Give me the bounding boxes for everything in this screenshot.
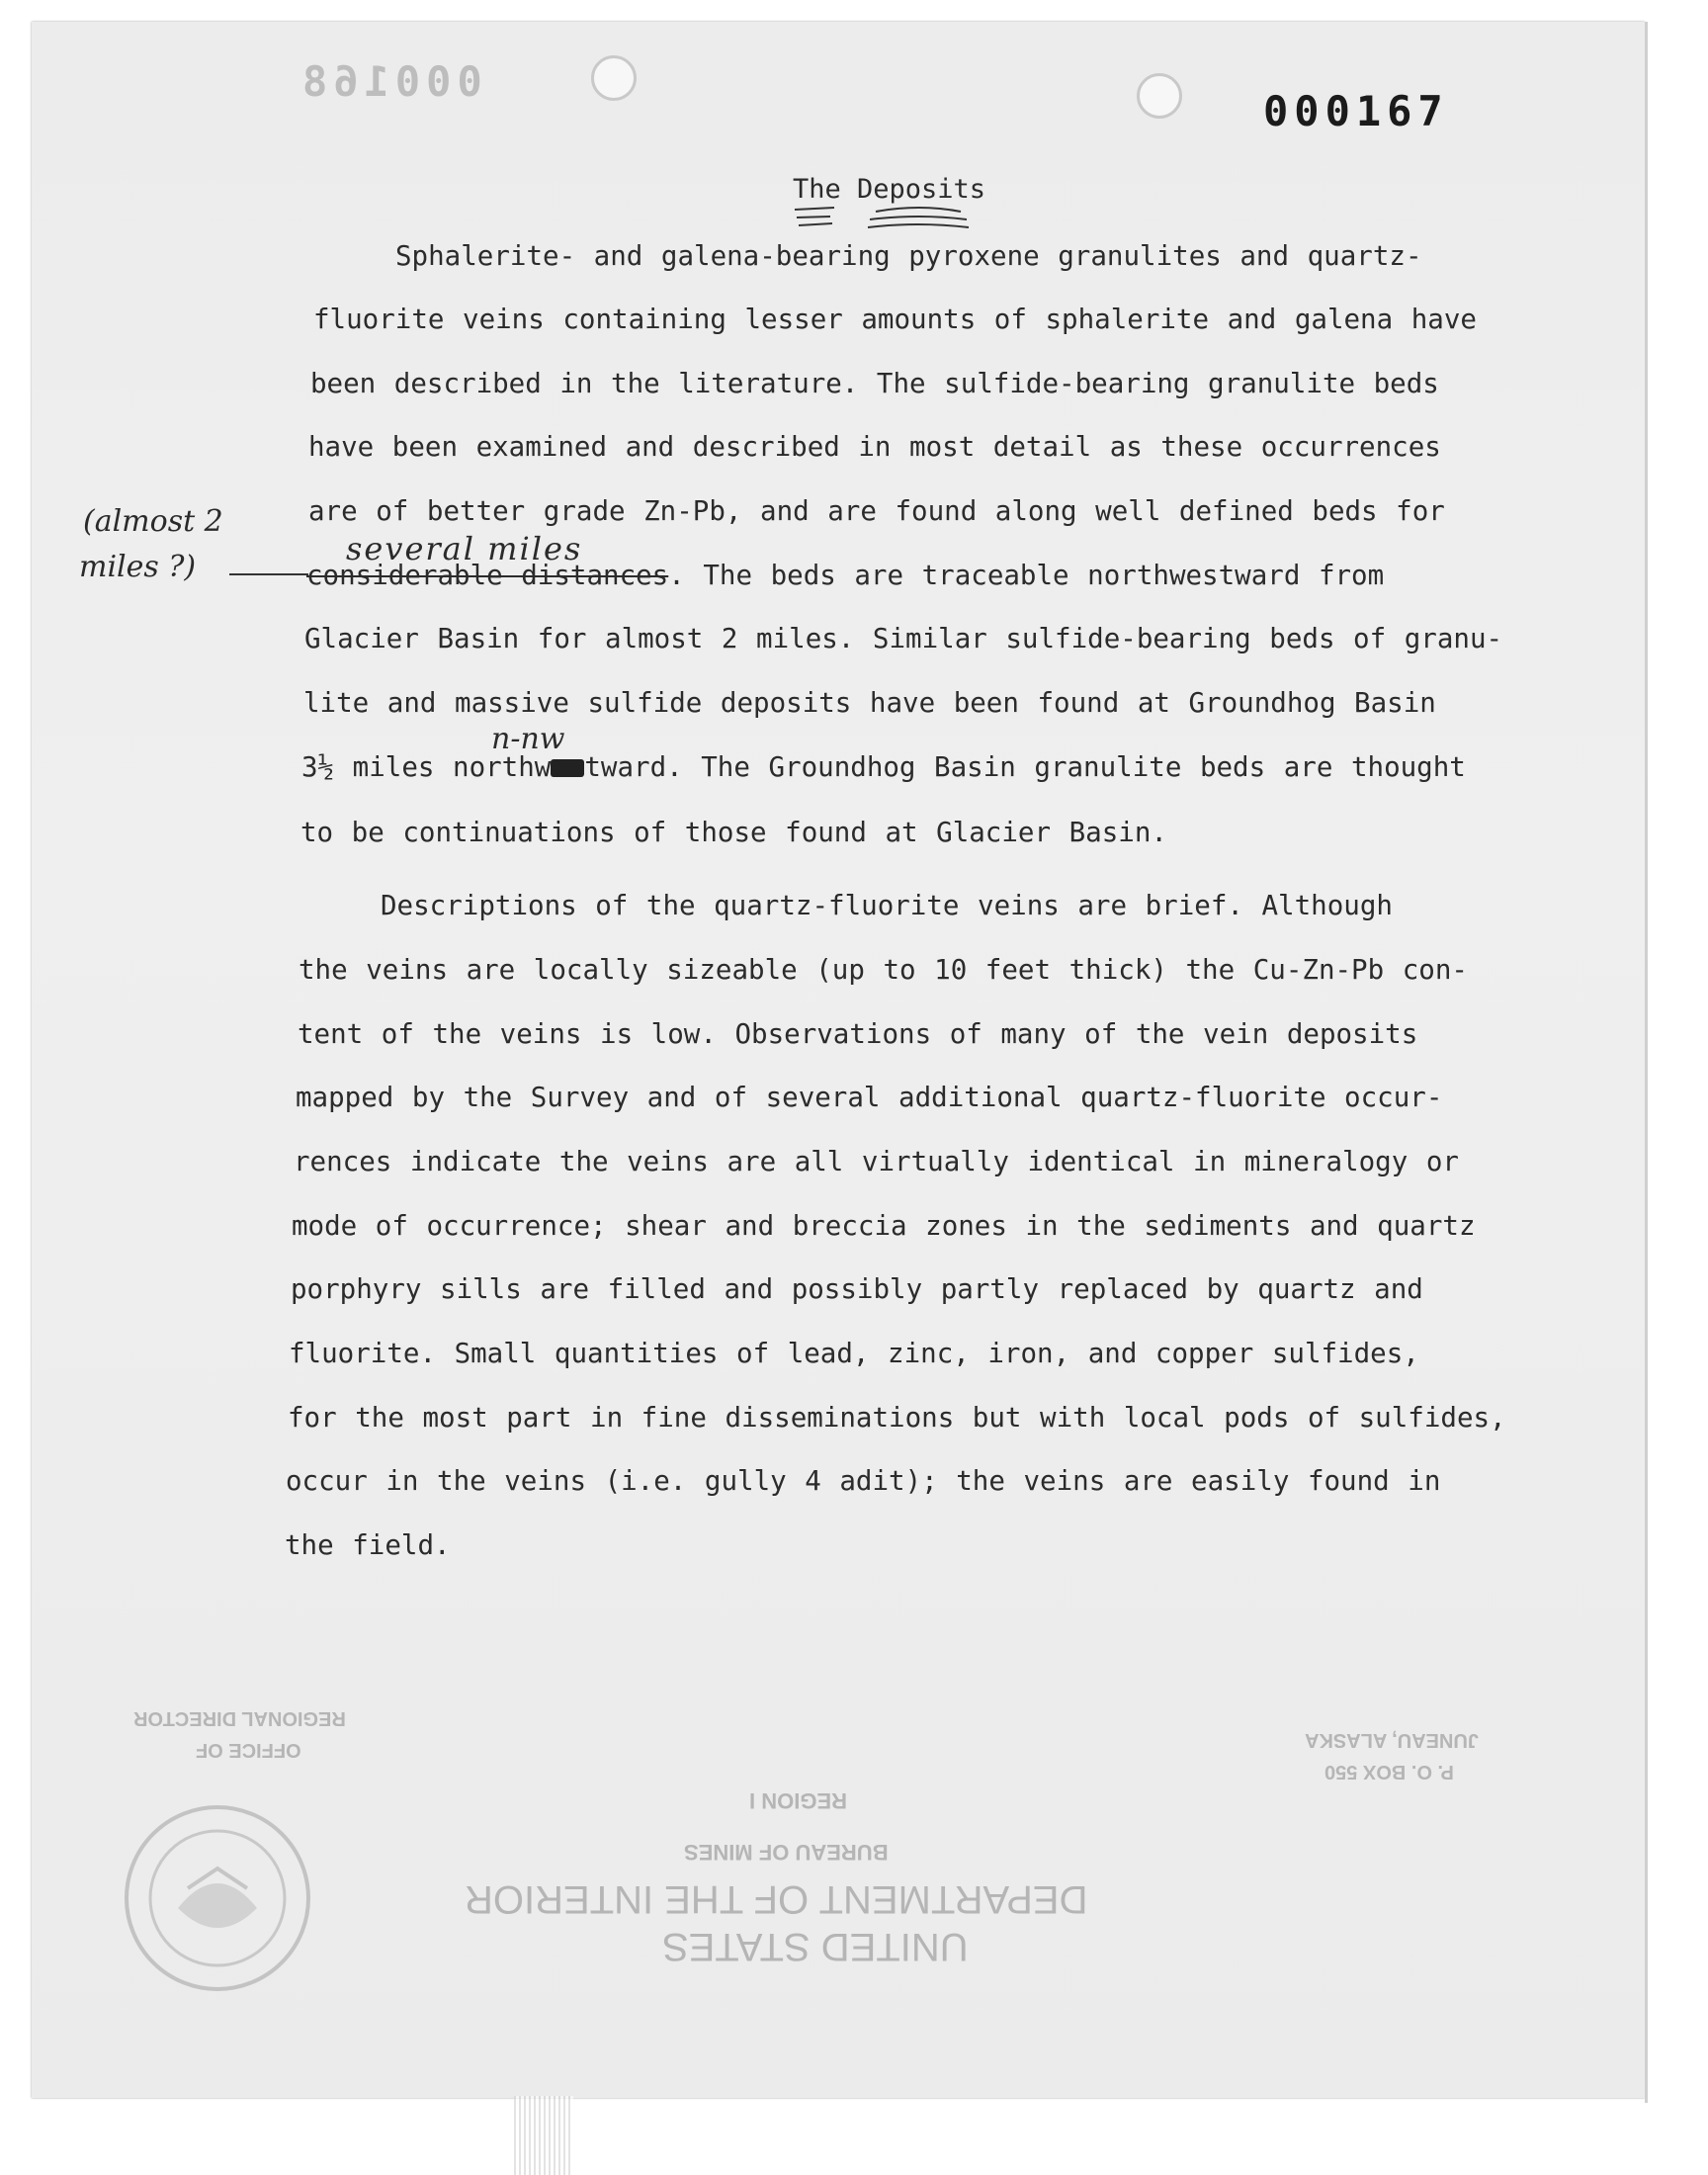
text-line: the field. — [285, 1529, 451, 1561]
handwritten-underline-marks — [791, 206, 998, 235]
text-line-continuation: . The beds are traceable northwestward from — [668, 560, 1385, 591]
ghost-letterhead-address: JUNEAU, ALASKA — [1305, 1729, 1479, 1751]
text-line: to be continuations of those found at Glacier Basin. — [300, 817, 1167, 848]
margin-note: miles ?) — [79, 550, 197, 584]
text-line: Glacier Basin for almost 2 miles. Similar sulfide-bearing beds of granu- — [304, 623, 1503, 654]
ghost-seal — [119, 1799, 316, 1997]
ghost-letterhead-department: DEPARTMENT OF THE INTERIOR — [465, 1877, 1088, 1921]
text-line: Sphalerite- and galena-bearing pyroxene granulites and quartz- — [395, 240, 1422, 272]
text-line: been described in the literature. The sulfide-bearing granulite beds — [310, 368, 1439, 399]
ghost-letterhead-region: REGION I — [749, 1788, 848, 1813]
page-number-stamp: 000167 — [1263, 87, 1449, 135]
handwritten-direction-edit: n-nw — [491, 722, 565, 756]
margin-note: (almost 2 — [83, 504, 223, 539]
text-line: mapped by the Survey and of several additional quartz-fluorite occur- — [296, 1082, 1443, 1113]
ghost-letterhead-country: UNITED STATES — [662, 1925, 969, 1968]
text-line-continuation: tward. The Groundhog Basin granulite beds are thought — [584, 751, 1466, 783]
ghost-page-number: 000168 — [297, 57, 482, 106]
scanner-strip — [514, 2096, 573, 2175]
page-title: The Deposits — [793, 174, 986, 205]
text-line: tent of the veins is low. Observations of many of the vein deposits — [298, 1018, 1418, 1050]
text-line: are of better grade Zn-Pb, and are found along well defined beds for — [308, 495, 1445, 527]
margin-arrow-line — [229, 571, 308, 577]
text-line: Descriptions of the quartz-fluorite veins are brief. Although — [381, 890, 1393, 921]
text-line: have been examined and described in most detail as these occurrences — [308, 431, 1441, 463]
text-line: occur in the veins (i.e. gully 4 adit); the veins are easily found in — [286, 1465, 1441, 1497]
text-line-start: 3½ miles northw — [301, 751, 552, 783]
ghost-letterhead-address: P. O. BOX 550 — [1324, 1761, 1454, 1783]
paper-edge — [1645, 22, 1648, 2103]
struck-text: considerable distances — [306, 560, 669, 591]
text-line: mode of occurrence; shear and breccia zones in the sediments and quartz — [292, 1210, 1476, 1242]
ghost-letterhead-office: REGIONAL DIRECTOR — [133, 1707, 346, 1729]
text-line: fluorite. Small quantities of lead, zinc, iron, and copper sulfides, — [289, 1338, 1419, 1369]
punch-hole-right — [1137, 73, 1182, 119]
text-line: porphyry sills are filled and possibly partly replaced by quartz and — [291, 1273, 1423, 1305]
text-line: fluorite veins containing lesser amounts of sphalerite and galena have — [313, 304, 1477, 335]
ink-blot — [551, 759, 584, 777]
ghost-letterhead-office: OFFICE OF — [196, 1739, 301, 1761]
text-line: rences indicate the veins are all virtually identical in mineralogy or — [294, 1146, 1459, 1177]
text-line: the veins are locally sizeable (up to 10 feet thick) the Cu-Zn-Pb con- — [299, 954, 1468, 986]
ghost-letterhead-bureau: BUREAU OF MINES — [684, 1840, 889, 1865]
handwritten-insert: several miles — [346, 530, 583, 567]
punch-hole-left — [591, 55, 637, 101]
text-line-edited — [301, 751, 1466, 783]
text-line: for the most part in fine disseminations but with local pods of sulfides, — [288, 1402, 1506, 1434]
text-line: lite and massive sulfide deposits have been found at Groundhog Basin — [303, 687, 1436, 719]
